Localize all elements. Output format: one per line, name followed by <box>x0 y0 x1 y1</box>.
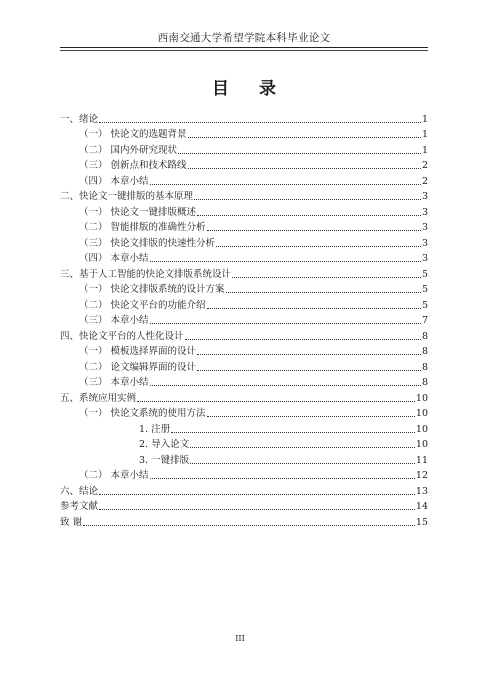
toc-entry-title: 二、快论文一键排版的基本原理 <box>60 191 194 202</box>
toc-entry[interactable] <box>60 327 428 343</box>
toc-leader-dots <box>150 261 421 262</box>
toc-leader-dots <box>178 153 421 154</box>
toc-leader-dots <box>197 370 421 371</box>
toc-entry-title: 参考文献 <box>60 501 99 512</box>
toc-entry[interactable] <box>60 172 428 188</box>
toc-entry-page: 10 <box>415 423 428 435</box>
toc-entry-title: （二） 论文编辑界面的设计 <box>79 361 197 373</box>
toc-entry-page: 11 <box>415 454 428 466</box>
toc-entry[interactable] <box>60 281 428 297</box>
toc-entry[interactable] <box>60 451 428 467</box>
toc-entry-title: 1. 注册 <box>139 423 171 435</box>
toc-entry-page: 5 <box>421 268 428 280</box>
toc-leader-dots <box>207 308 421 309</box>
toc-entry-page: 1 <box>421 113 428 125</box>
toc-entry-page: 2 <box>421 160 428 171</box>
toc-leader-dots <box>190 447 415 448</box>
toc-entry-page: 13 <box>415 485 428 497</box>
toc-entry[interactable] <box>60 389 428 405</box>
toc-entry-page: 10 <box>415 439 428 450</box>
toc-entry-title: 六、结论 <box>60 485 99 497</box>
toc-entry[interactable] <box>60 343 428 359</box>
running-header: 西南交通大学希望学院本科毕业论文 <box>157 32 331 44</box>
header-rule <box>60 47 428 48</box>
toc-leader-dots <box>188 137 421 138</box>
toc-entry-page: 12 <box>415 470 428 481</box>
toc-list <box>60 110 428 529</box>
toc-leader-dots <box>216 246 421 247</box>
toc-entry-title: （一） 快论文的选题背景 <box>79 129 187 140</box>
toc-entry[interactable] <box>60 482 428 498</box>
toc-entry[interactable] <box>60 126 428 142</box>
toc-leader-dots <box>150 478 415 479</box>
page-number: III <box>235 634 245 643</box>
toc-entry-title: （一） 快论文排版系统的设计方案 <box>79 284 225 295</box>
toc-entry-title: 四、快论文平台的人性化设计 <box>60 330 184 342</box>
toc-entry-page: 8 <box>421 346 428 357</box>
toc-entry-title: （三） 本章小结 <box>79 377 149 388</box>
toc-entry-page: 7 <box>421 315 428 326</box>
toc-entry-page: 8 <box>421 330 428 342</box>
toc-entry-title: 3. 一键排版 <box>139 454 190 466</box>
toc-entry-title: 致 谢 <box>60 516 83 528</box>
toc-entry-title: （三） 创新点和技术路线 <box>79 160 187 171</box>
toc-leader-dots <box>99 122 421 123</box>
toc-entry-title: （一） 快论文系统的使用方法 <box>79 408 206 419</box>
toc-entry[interactable] <box>60 312 428 328</box>
toc-entry-page: 10 <box>415 408 428 419</box>
toc-leader-dots <box>99 494 415 495</box>
toc-entry-page: 14 <box>415 501 428 512</box>
toc-entry-title: 五、系统应用实例 <box>60 392 137 404</box>
toc-leader-dots <box>99 509 415 510</box>
toc-entry-title: 2. 导入论文 <box>139 439 190 450</box>
toc-entry-title: （一） 快论文一键排版概述 <box>79 206 197 218</box>
toc-entry-page: 2 <box>421 175 428 187</box>
toc-entry-title: （四） 本章小结 <box>79 253 149 264</box>
toc-leader-dots <box>150 184 421 185</box>
toc-leader-dots <box>185 339 421 340</box>
toc-entry[interactable] <box>60 296 428 312</box>
toc-entry-page: 5 <box>421 284 428 295</box>
toc-entry-page: 1 <box>421 129 428 140</box>
toc-leader-dots <box>171 432 415 433</box>
toc-leader-dots <box>83 525 415 526</box>
toc-entry-title: 一、绪论 <box>60 113 99 125</box>
toc-leader-dots <box>194 199 421 200</box>
toc-entry-page: 8 <box>421 361 428 373</box>
toc-entry-page: 3 <box>421 206 428 218</box>
toc-entry-title: 三、基于人工智能的快论文排版系统设计 <box>60 268 232 280</box>
toc-entry-title: （三） 快论文排版的快速性分析 <box>79 237 216 249</box>
toc-leader-dots <box>232 277 421 278</box>
toc-leader-dots <box>226 292 421 293</box>
toc-leader-dots <box>190 463 415 464</box>
toc-entry-page: 1 <box>421 144 428 156</box>
toc-entry[interactable] <box>60 420 428 436</box>
toc-leader-dots <box>137 401 415 402</box>
toc-entry[interactable] <box>60 234 428 250</box>
toc-entry[interactable] <box>60 436 428 452</box>
toc-entry[interactable] <box>60 358 428 374</box>
toc-entry[interactable] <box>60 467 428 483</box>
toc-entry[interactable] <box>60 188 428 204</box>
toc-entry-title: （二） 国内外研究现状 <box>79 144 178 156</box>
toc-entry-page: 3 <box>421 253 428 264</box>
toc-entry[interactable] <box>60 498 428 514</box>
toc-leader-dots <box>207 416 415 417</box>
toc-entry-page: 3 <box>421 237 428 249</box>
toc-leader-dots <box>150 385 421 386</box>
header-rule-thin <box>60 50 428 51</box>
toc-leader-dots <box>150 323 421 324</box>
toc-entry-title: （二） 本章小结 <box>79 470 149 481</box>
toc-entry[interactable] <box>60 374 428 390</box>
toc-entry-title: （三） 本章小结 <box>79 315 149 326</box>
toc-entry[interactable] <box>60 219 428 235</box>
toc-leader-dots <box>197 215 421 216</box>
toc-entry[interactable] <box>60 141 428 157</box>
toc-entry-page: 3 <box>421 222 428 233</box>
toc-title: 目 录 <box>212 79 288 99</box>
toc-leader-dots <box>197 354 421 355</box>
toc-entry[interactable] <box>60 405 428 421</box>
toc-entry-title: （一） 模板选择界面的设计 <box>79 346 197 357</box>
toc-entry-page: 3 <box>421 191 428 202</box>
toc-entry[interactable] <box>60 157 428 173</box>
toc-entry-page: 15 <box>415 516 428 528</box>
toc-entry[interactable] <box>60 203 428 219</box>
toc-leader-dots <box>188 168 421 169</box>
toc-entry[interactable] <box>60 513 428 529</box>
toc-entry-title: （二） 快论文平台的功能介绍 <box>79 299 206 311</box>
toc-entry-title: （二） 智能排版的准确性分析 <box>79 222 206 233</box>
toc-entry-page: 5 <box>421 299 428 311</box>
toc-leader-dots <box>207 230 421 231</box>
toc-entry[interactable] <box>60 265 428 281</box>
toc-entry[interactable] <box>60 250 428 266</box>
toc-entry-page: 8 <box>421 377 428 388</box>
toc-entry-page: 10 <box>415 392 428 404</box>
toc-entry[interactable] <box>60 110 428 126</box>
toc-entry-title: （四） 本章小结 <box>79 175 149 187</box>
